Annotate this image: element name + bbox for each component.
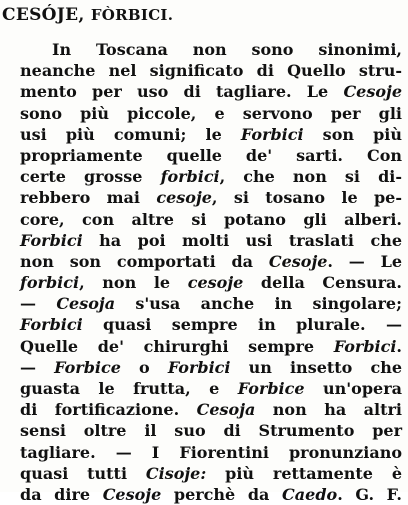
entry-synonym: FÒRBICI.: [90, 6, 174, 24]
text-line: [0, 187, 408, 208]
text-line: [0, 484, 408, 505]
text-run: più rettamente è: [206, 463, 403, 483]
text-run: , si tosano le pe-: [211, 188, 402, 208]
text-line: [0, 378, 408, 399]
text-run: propriamente quelle de' sarti. Con: [20, 145, 402, 165]
text-run: —: [20, 357, 55, 377]
text-run: .: [396, 336, 402, 356]
italic-term: Forbici: [20, 315, 83, 335]
italic-term: Cisoje:: [145, 463, 207, 483]
text-line: [0, 209, 408, 230]
entry-body: [0, 39, 408, 505]
text-run: mento per uso di tagliare. Le: [20, 82, 344, 102]
text-run: un insetto che: [230, 357, 403, 377]
text-run: di fortificazione.: [20, 400, 197, 420]
text-line: [0, 442, 408, 463]
text-run: . — Le: [327, 251, 402, 271]
text-line: [0, 39, 408, 60]
text-run: certe grosse: [20, 167, 161, 187]
text-line: [0, 166, 408, 187]
entry-title: [2, 5, 173, 25]
text-line: [0, 314, 408, 335]
text-line: [0, 230, 408, 251]
italic-term: Forbici: [240, 124, 304, 144]
italic-term: forbici: [20, 273, 80, 293]
text-run: sensi oltre il suo di Strumento per: [20, 421, 402, 441]
text-run: guasta le frutta, e: [20, 379, 238, 398]
text-run: son più: [303, 124, 403, 144]
text-run: rebbero mai: [20, 188, 157, 208]
text-run: perchè da: [161, 484, 283, 504]
text-run: non son comportati da: [20, 251, 269, 271]
italic-term: Caedo: [282, 484, 338, 504]
text-run: ha poi molti usi traslati che: [82, 230, 402, 250]
italic-term: Forbice: [54, 357, 121, 377]
text-run: In Toscana non sono sinonimi,: [52, 40, 402, 59]
text-line: [0, 420, 408, 441]
italic-term: Cesoja: [56, 294, 116, 314]
text-run: , che non si di-: [219, 167, 402, 187]
text-run: non ha altri: [255, 400, 402, 420]
text-run: , non le: [79, 273, 188, 293]
text-run: della Censura.: [243, 273, 402, 293]
text-run: neanche nel significato di Quello stru-: [20, 61, 402, 81]
italic-term: Cesoje: [102, 484, 162, 504]
text-line: [0, 81, 408, 102]
italic-term: Forbici: [20, 230, 83, 250]
text-run: core, con altre si potano gli alberi.: [20, 209, 402, 229]
italic-term: Cesoja: [196, 400, 256, 420]
text-run: sono più piccole, e servono per gli: [20, 103, 402, 123]
italic-term: Forbici: [333, 336, 397, 356]
text-line: [0, 103, 408, 124]
italic-term: Forbice: [237, 379, 305, 398]
text-run: s'usa anche in singolare;: [115, 294, 402, 314]
text-line: [0, 336, 408, 357]
text-line: [0, 399, 408, 420]
text-line: [0, 272, 408, 293]
text-line: [0, 357, 408, 378]
italic-term: Forbici: [167, 357, 231, 377]
text-line: [0, 124, 408, 145]
italic-term: Cesoje: [268, 251, 328, 271]
text-run: Quelle de' chirurghi sempre: [20, 336, 334, 356]
text-run: da dire: [20, 484, 103, 504]
text-line: [0, 251, 408, 272]
text-run: quasi tutti: [20, 463, 146, 483]
entry-headword: CESÓJE,: [2, 5, 85, 25]
text-run: . G. F.: [337, 484, 402, 504]
italic-term: cesoje: [156, 188, 212, 208]
italic-term: Cesoje: [343, 82, 402, 102]
text-run: —: [20, 294, 57, 314]
text-line: [0, 145, 408, 166]
italic-term: forbici: [160, 167, 220, 187]
text-run: quasi sempre in plurale. —: [82, 315, 402, 335]
text-run: un'opera: [304, 379, 402, 398]
italic-term: cesoje: [187, 273, 244, 293]
text-run: tagliare. — I Fiorentini pronunziano: [20, 442, 402, 462]
text-run: usi più comuni; le: [20, 124, 241, 144]
text-line: [0, 60, 408, 81]
text-line: [0, 463, 408, 484]
text-run: o: [120, 357, 168, 377]
text-line: [0, 293, 408, 314]
